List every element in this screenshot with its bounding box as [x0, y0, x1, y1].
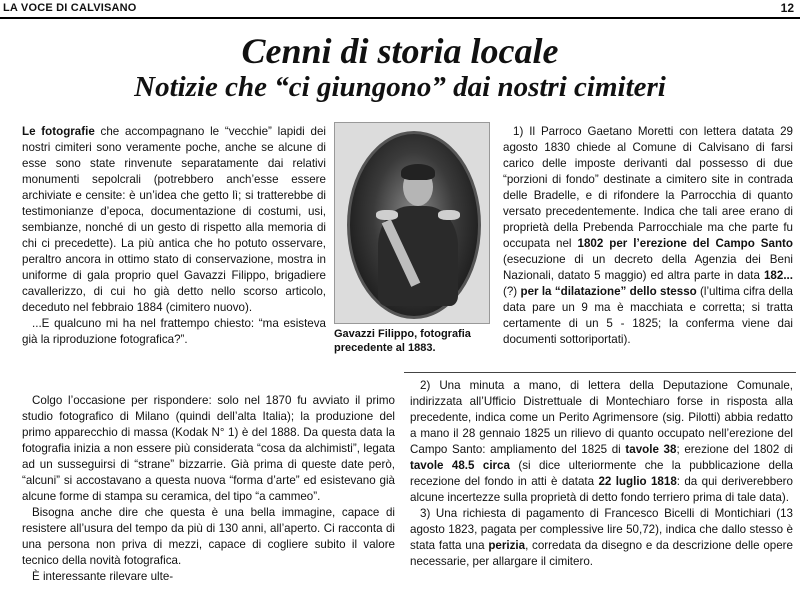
item-2: 2) Una minuta a mano, di lettera della Deputazione Comunale, indirizzata all’Ufficio Distrettuale di Montechiaro forse in risposta alla precedente, indica come un Perito Agrimensore (sig. Pilotti) abbia redatto a mano il 28 gennaio 1825 un rilievo di quanto occupato nell’erezione del Campo Santo: ampliamento del 1825 di tavole 38; erezione del 1802 di tavole 48.5 circa (si dice ulteriormente che la pubblicazione della recezione del fondo in atti è datata 22 luglio 1818: da qui deriverebbero alcune incertezze sulla proprietà di detto fondo terriero prima di tale data).	[410, 379, 794, 504]
article-title: Cenni di storia locale	[241, 31, 559, 71]
paragraph-2: ...E qualcuno mi ha nel frattempo chiesto: “ma esisteva già la riproduzione fotografica?”.	[22, 317, 326, 346]
portrait-epaulet-right	[438, 210, 460, 220]
right-column	[503, 124, 793, 348]
page-header	[0, 0, 800, 19]
paragraph-4: Bisogna anche dire che questa è una bella immagine, capace di resistere all’usura del tempo da più di 130 anni, all’aperto. Ci racconta di una persona non priva di mezzi, capace di cogliere subito il valore tecnico della novità fotografica.	[22, 506, 395, 567]
portrait-oval	[347, 131, 481, 319]
section-divider	[404, 372, 796, 373]
page-number: 12	[780, 1, 794, 15]
publication-name: LA VOCE DI CALVISANO	[3, 2, 137, 14]
lead-in: Le fotografie	[22, 125, 95, 138]
portrait-hair	[401, 164, 435, 180]
portrait-photo	[334, 122, 490, 324]
photo-caption: Gavazzi Filippo, fotografia precedente al 1883.	[334, 328, 471, 354]
left-column-lower	[22, 393, 395, 585]
paragraph-3: Colgo l’occasione per rispondere: solo nel 1870 fu avviato il primo studio fotografico di Milano (quindi dell’alta Italia); la produzione del primo apparecchio di massa (Kodak N° 1) è del 1888. Da questa data la fotografia inizia a non essere più considerata “cosa da alchimisti”, legata ad un susseguirsi di “strane” bizzarrie. Già prima di queste date però, “alcuni” si accostavano a questa nuova “forma d’arte” ed esistevano già alcune forme di stampa su ceramica, del tipo “a cammeo”.	[22, 394, 395, 503]
paragraph-1: Le fotografie che accompagnano le “vecchie” lapidi dei nostri cimiteri sono veramente poche, anche se alcune di esse sono state rinvenute separatamente dai relativi monumenti sepolcrali (potrebbero anch’esse essere archiviate e censite: è un’idea che getto lì; si tratterebbe di testimonianze d’epoca, documentazione di costumi, usi, sembianze, nonché di un gesto di rispetto alla memoria di chi ci precedette). La più antica che ho potuto osservare, peraltro ancora in ottimo stato di conservazione, mostra in uniforme di gala proprio quel Gavazzi Filippo, brigadiere cavallerizzo, di cui ho già detto nello scorso articolo, deceduto nel febbraio 1884 (cimitero nuovo).	[22, 125, 326, 314]
paragraph-5: È interessante rilevare ulte-	[32, 570, 174, 583]
portrait-epaulet-left	[376, 210, 398, 220]
article-title-block	[0, 32, 800, 104]
bottom-right-column	[410, 378, 793, 570]
item-3: 3) Una richiesta di pagamento di Francesco Bicelli di Montichiari (13 agosto 1823, pagata per complessive lire 50,72), indica che dallo stesso è stata fatta una perizia, corredata da disegno e da descrizione delle opere necessarie, per allargare il cimitero.	[410, 507, 793, 568]
article-subtitle: Notizie che “ci giungono” dai nostri cimiteri	[134, 71, 666, 103]
left-column-upper	[22, 124, 326, 348]
item-1: 1) Il Parroco Gaetano Moretti con lettera datata 29 agosto 1830 chiede al Comune di Calvisano di farsi carico delle imposte derivanti dal possesso di due “porzioni di fondo” destinate a cimitero site in contrada delle Bradelle, e di rifondere la Parrocchia di quanto versato precedentemente. Indica che tali aree erano di proprietà della Prebenda Parrocchiale ma che parte fu occupata nel 1802 per l’erezione del Campo Santo (esecuzione di un decreto della Agenzia dei Beni Nazionali, datato 5 maggio) ed altra parte in data 182... (?) per la “dilatazione” dello stesso (l’ultima cifra della data pare un 9 ma è macchiata e corretta; si tratta certamente di un 5 - 1825; la conferma viene dai documenti sottoriportati).	[503, 125, 794, 346]
